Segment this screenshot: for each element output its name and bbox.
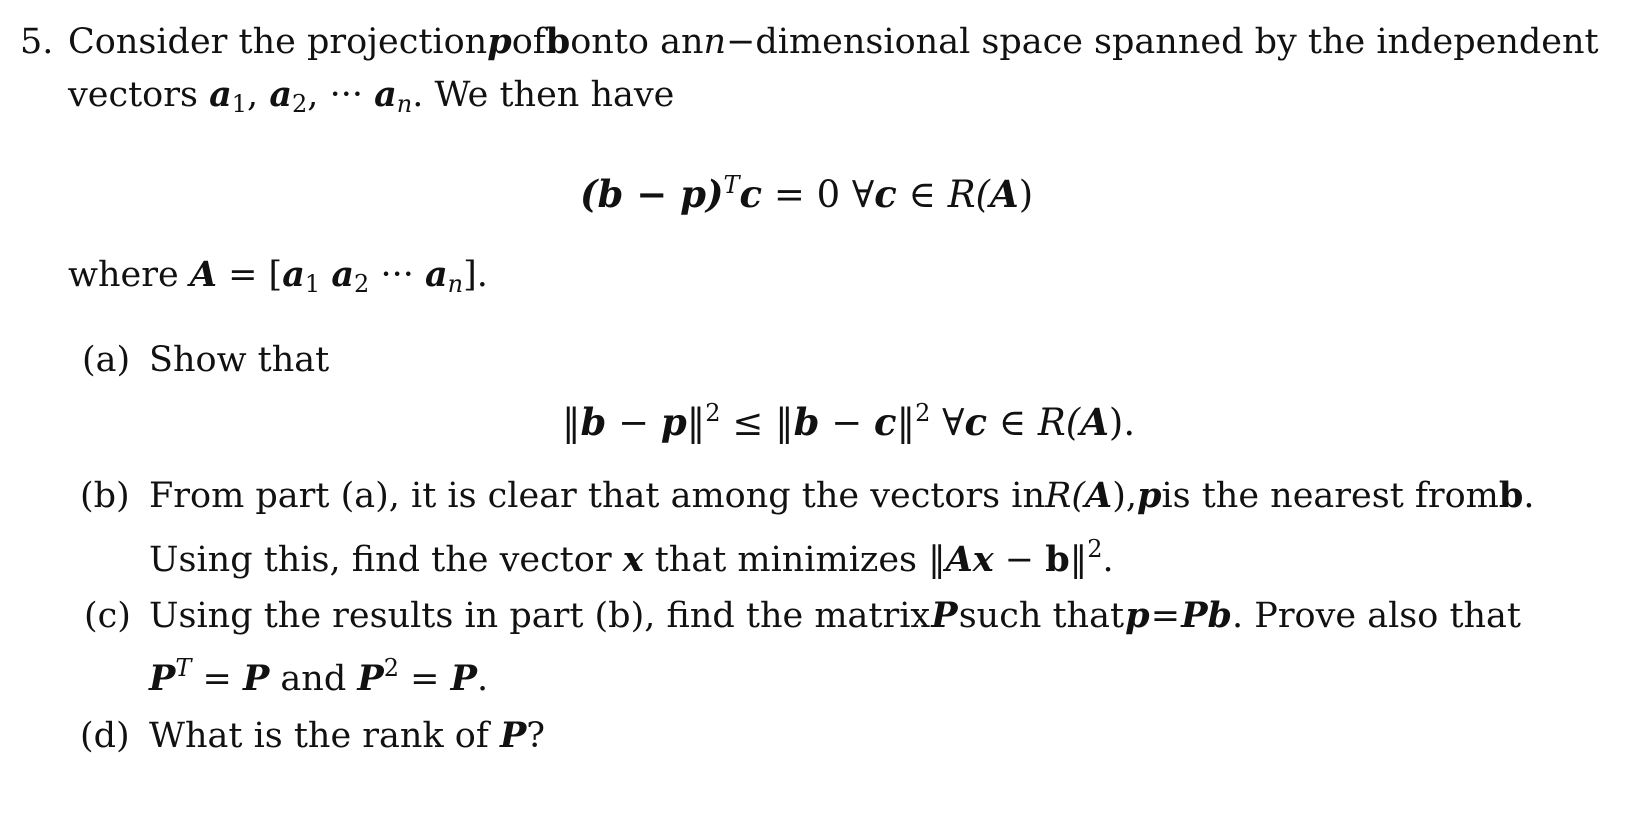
eq1-rest: = 0 ∀ (773, 173, 875, 216)
part-b-R: R( (1045, 476, 1086, 516)
eq1-rest2: ∈ R( (908, 173, 990, 216)
part-c-l2-dot: . (476, 659, 489, 699)
part-b-l2-sq: 2 (1087, 535, 1103, 563)
eq1-A: A (990, 172, 1019, 216)
eqa-le: ≤ ‖ (732, 401, 794, 444)
eqa-c: c (874, 400, 897, 444)
intro-tail-text: . We then have (412, 75, 675, 115)
part-c-line-1 (149, 594, 1521, 638)
var-b: b (545, 21, 571, 62)
where-eq: = [ (228, 255, 283, 295)
part-b-A: A (1085, 475, 1113, 516)
part-b-RA (1045, 474, 1137, 518)
part-b-close: ), (1112, 476, 1137, 516)
part-c-l2-T: T (175, 654, 192, 682)
part-a-label-text: (a) (82, 340, 131, 380)
part-b-l2-minus: − (1004, 540, 1035, 580)
sub-n: n (396, 90, 413, 118)
comma-2: , (307, 75, 319, 115)
var-a2 (269, 74, 308, 118)
eqa-sq2: 2 (915, 399, 931, 427)
part-b-b: b (1498, 475, 1524, 516)
part-d-text (149, 714, 545, 758)
part-c-text-2: such that (958, 596, 1125, 636)
part-c-l2-P3: P (357, 658, 384, 699)
where-line (68, 253, 488, 306)
eq1-close: ) (1018, 173, 1034, 216)
part-b-line-1 (149, 474, 1535, 518)
eqa-sq: 2 (705, 399, 721, 427)
part-b-l2-text-2: that minimizes ‖ (654, 540, 946, 580)
part-d-q: ? (526, 716, 546, 756)
part-c-P: P (931, 595, 958, 636)
part-b-l2-A: A (945, 539, 973, 580)
eqa-b2: b (793, 400, 820, 444)
where-A: A (189, 254, 217, 295)
eq1-lhs: (b − p) (580, 172, 724, 216)
eqa-forall: ∀ (942, 401, 965, 444)
part-b-text-3: is the nearest from (1161, 476, 1499, 516)
where-sub-2: 2 (354, 270, 370, 298)
equation-orthogonality (580, 162, 1033, 218)
part-d-text-1: What is the rank of (149, 716, 489, 756)
equation-inequality (562, 390, 1135, 446)
part-c-label-text: (c) (84, 596, 131, 636)
part-d-P: P (499, 715, 527, 756)
eq1-c: c (739, 172, 763, 216)
part-a-text-span: Show that (149, 340, 330, 380)
where-sub-1: 1 (304, 270, 321, 298)
part-b-text-1: From part (a), it is clear that among the vectors in (149, 476, 1046, 516)
sub-1: 1 (231, 90, 248, 118)
part-b-l2-period: . (1102, 540, 1114, 580)
part-c-eq: = (1150, 596, 1181, 636)
part-c-l2-P2: P (242, 658, 270, 699)
var-a2-letter: a (269, 74, 292, 115)
var-an-letter: a (374, 74, 397, 115)
part-b-period: . (1523, 476, 1535, 516)
sub-2: 2 (292, 90, 308, 118)
intro-text-2: of (511, 22, 546, 62)
where-an-letter: a (424, 254, 448, 295)
eqa-norm1: ‖ (562, 401, 581, 444)
eqa-close: ). (1108, 401, 1136, 444)
part-c-text-1: Using the results in part (b), find the matrix (149, 596, 931, 636)
part-c-line-2 (149, 646, 488, 701)
var-a1 (209, 74, 248, 118)
var-n: n (703, 22, 727, 62)
problem-number-text: 5. (20, 22, 54, 62)
part-c-l2-P4: P (450, 658, 477, 699)
where-a2-letter: a (331, 254, 355, 295)
intro-text-4: −dimensional space spanned by the independent (726, 22, 1599, 62)
part-b-l2-b: b (1045, 539, 1070, 580)
eqa-p: p (660, 400, 687, 444)
var-p: p (487, 21, 512, 62)
eqa-A: A (1080, 400, 1109, 444)
problem-number (20, 20, 53, 64)
part-d-label (80, 714, 130, 758)
part-b-line-2 (149, 527, 1114, 582)
part-b-x: x (622, 539, 644, 580)
part-c-l2-P: P (149, 658, 176, 699)
part-b-label-text: (b) (80, 476, 130, 516)
part-b-p: p (1136, 475, 1162, 516)
eq1-sup-t: T (723, 171, 740, 199)
intro-vectors-text: vectors (68, 75, 198, 115)
where-sub-n: n (447, 270, 464, 298)
var-a1-letter: a (209, 74, 232, 115)
eqa-norm2: ‖ (686, 401, 706, 444)
where-text: where (68, 255, 179, 295)
intro-n-dimensional (704, 20, 1599, 64)
eqa-minus: − (618, 401, 650, 444)
eqa-c2: c (964, 400, 987, 444)
where-an (424, 254, 464, 298)
where-a2 (331, 254, 370, 298)
part-c-l2-eq: = (202, 659, 232, 699)
where-close: ]. (463, 255, 488, 295)
part-a-label (82, 338, 130, 382)
comma: , (247, 75, 259, 115)
part-a-text (149, 338, 329, 382)
intro-line-1 (68, 20, 1599, 64)
part-b-l2-x: x (972, 539, 994, 580)
eqa-b: b (580, 400, 607, 444)
part-d-label-text: (d) (80, 716, 130, 756)
part-c-l2-sq: 2 (383, 654, 399, 682)
part-c-Pb-group (1181, 594, 1521, 638)
part-c-Pb: Pb (1181, 595, 1233, 636)
part-c-l2-and: and (280, 659, 347, 699)
where-a1-letter: a (282, 254, 305, 295)
where-dots: ··· (380, 255, 414, 295)
part-b-l2-text-1: Using this, find the vector (149, 540, 612, 580)
part-c-label (84, 594, 131, 638)
part-c-l2-eq2: = (410, 659, 440, 699)
part-b-l2-norm: ‖ (1069, 540, 1088, 580)
part-c-text-3: . Prove also that (1232, 596, 1521, 636)
intro-text-1: Consider the projection (68, 22, 488, 62)
eqa-in: ∈ R( (998, 401, 1081, 444)
eq1-c2: c (874, 172, 897, 216)
part-c-p: p (1125, 595, 1150, 636)
where-a1 (282, 254, 321, 298)
intro-line-2 (68, 73, 674, 126)
dots: ··· (329, 75, 363, 115)
var-an (374, 74, 413, 118)
intro-text-3: onto an (570, 22, 704, 62)
part-b-label (80, 474, 130, 518)
eqa-minus2: − (831, 401, 863, 444)
eqa-norm3: ‖ (896, 401, 916, 444)
part-b-b-end (1499, 474, 1535, 518)
